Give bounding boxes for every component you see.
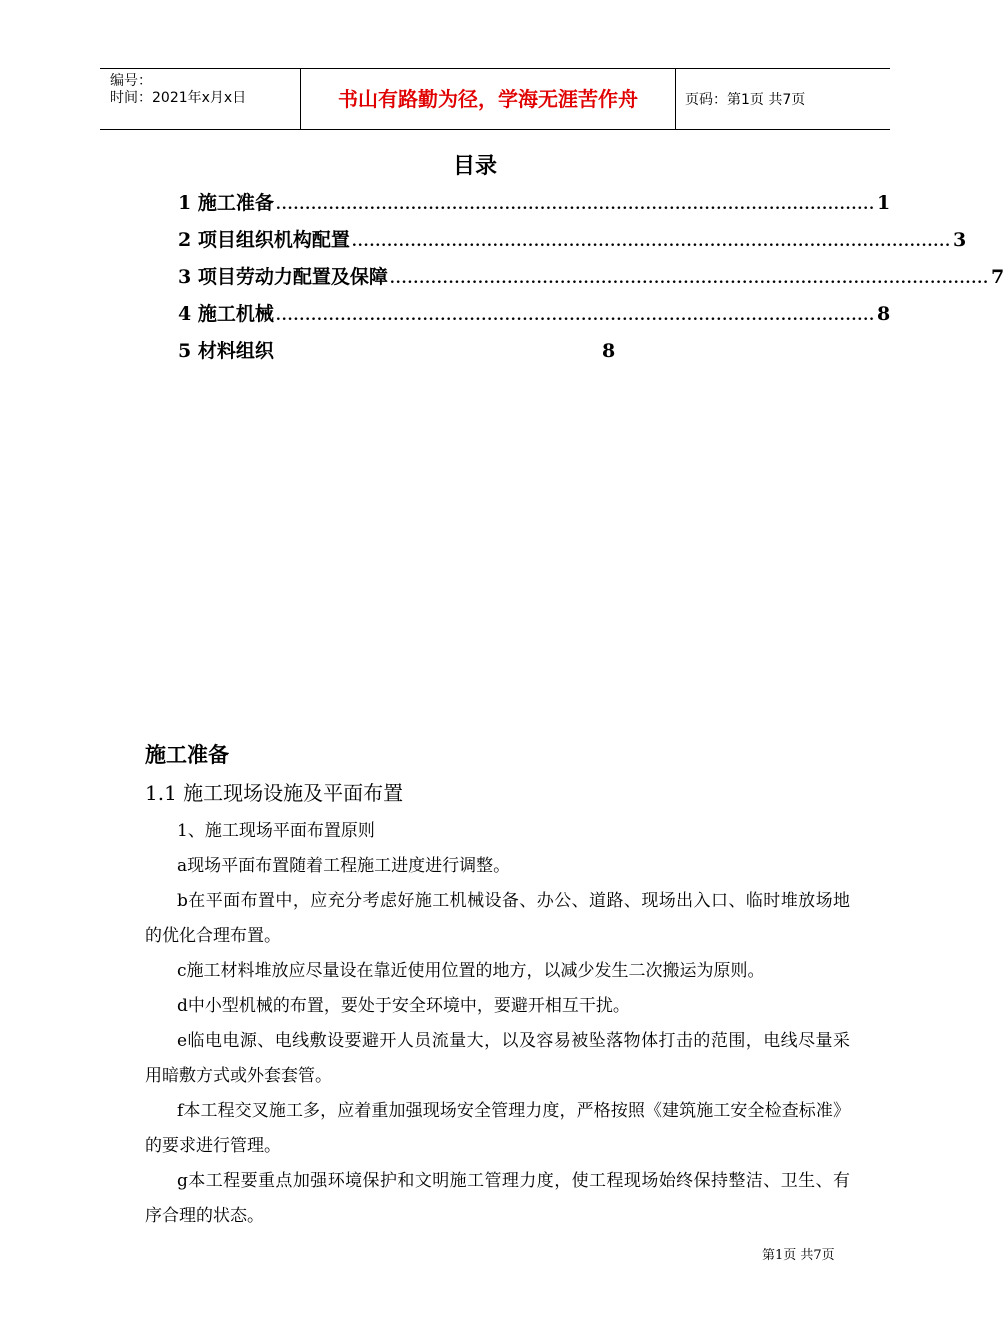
header-meta-cell	[100, 69, 300, 129]
paragraph: a现场平面布置随着工程施工进度进行调整。	[177, 856, 511, 876]
toc-entry-page: 8	[602, 340, 616, 362]
header-page-label: 页码：第1页 共7页	[685, 92, 806, 108]
toc-entry-page: 1	[877, 192, 891, 214]
header-motto-cell	[300, 69, 676, 129]
toc-entry-page: 8	[877, 303, 891, 325]
toc-entry-1[interactable]	[178, 188, 891, 218]
toc-entry-3[interactable]	[178, 262, 1004, 292]
page-header	[100, 68, 890, 130]
header-page-cell	[675, 69, 890, 129]
page-footer: 第1页 共7页	[762, 1248, 835, 1263]
toc-entry-label: 4 施工机械	[178, 303, 274, 325]
toc-entry-4[interactable]	[178, 299, 891, 329]
section-subheading: 1.1 施工现场设施及平面布置	[145, 781, 404, 805]
section-heading: 施工准备	[145, 742, 229, 767]
paragraph: c施工材料堆放应尽量设在靠近使用位置的地方，以减少发生二次搬运为原则。	[177, 961, 765, 981]
serial-label: 编号：	[110, 73, 152, 89]
header-motto: 书山有路勤为径，学海无涯苦作舟	[338, 87, 638, 111]
paragraph: f本工程交叉施工多，应着重加强现场安全管理力度，严格按照《建筑施工安全检查标准》的要求进行管理。	[145, 1101, 850, 1156]
paragraph: 1、施工现场平面布置原则	[177, 821, 375, 841]
paragraph: b在平面布置中，应充分考虑好施工机械设备、办公、道路、现场出入口、临时堆放场地的优化合理布置。	[145, 891, 850, 946]
toc-leader-dots: ......................................................................................................	[275, 308, 875, 324]
toc-entry-page: 3	[953, 229, 967, 251]
toc-entry-label: 2 项目组织机构配置	[178, 229, 350, 251]
toc-leader-dots: ......................................................................................................	[351, 234, 951, 250]
toc-entry-label: 5 材料组织	[178, 340, 274, 362]
toc-leader-dots: ......................................................................................................	[389, 271, 989, 287]
paragraph: d中小型机械的布置，要处于安全环境中，要避开相互干扰。	[177, 996, 630, 1016]
toc-title: 目录	[452, 153, 497, 179]
section-body	[145, 814, 850, 1234]
paragraph: g本工程要重点加强环境保护和文明施工管理力度，使工程现场始终保持整洁、卫生、有序合理的状态。	[145, 1171, 850, 1226]
toc-leader-dots: ......................................................................................................	[275, 197, 875, 213]
paragraph: e临电电源、电线敷设要避开人员流量大，以及容易被坠落物体打击的范围，电线尽量采用暗敷方式或外套套管。	[145, 1031, 850, 1086]
time-label: 时间：2021年x月x日	[110, 90, 247, 106]
toc-entry-2[interactable]	[178, 225, 967, 255]
toc-entry-label: 3 项目劳动力配置及保障	[178, 266, 388, 288]
toc-entry-5[interactable]	[178, 336, 853, 366]
toc-entry-label: 1 施工准备	[178, 192, 274, 214]
toc-entry-page: 7	[991, 266, 1004, 288]
